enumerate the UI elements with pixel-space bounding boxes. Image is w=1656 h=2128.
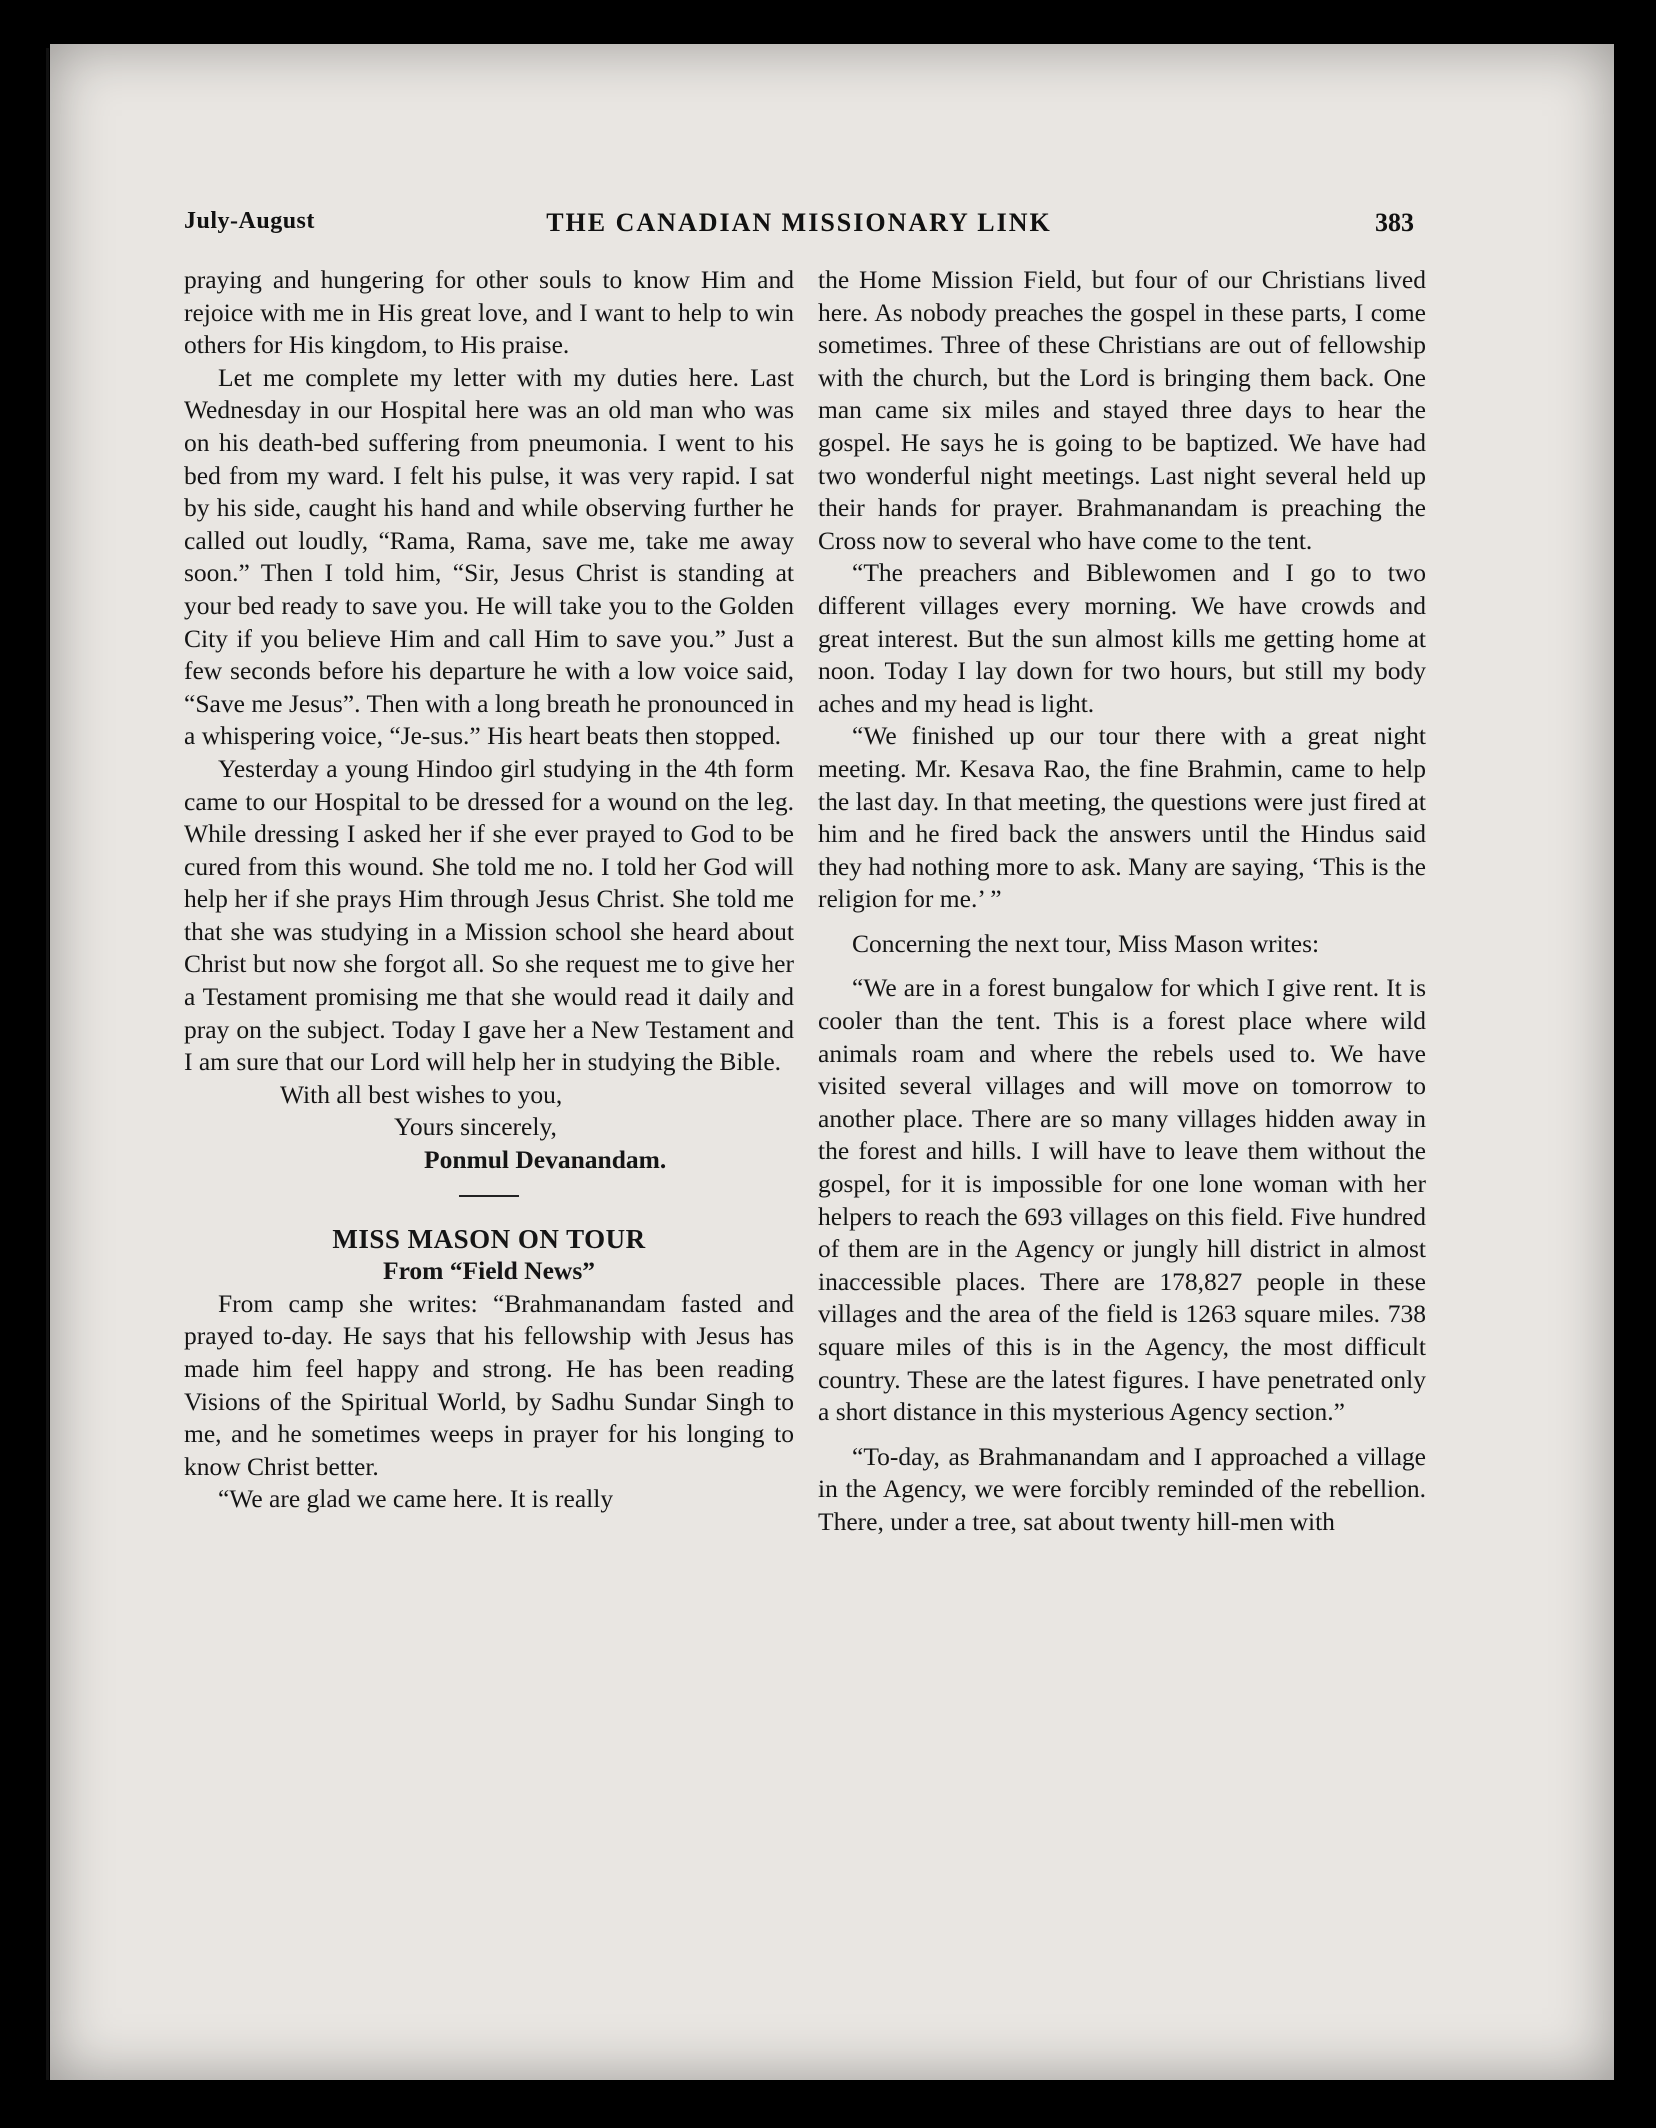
paragraph: “We finished up our tour there with a great night meeting. Mr. Kesava Rao, the fine Brahmin, came to help the last day. In that meeting, the questions were just fired at him and he fired back the answers until the Hindus said they had nothing more to ask. Many are saying, ‘This is the religion for me.’ ” (818, 721, 1426, 914)
paragraph: From camp she writes: “Brahmanandam fasted and prayed to-day. He says that his fellowship with Jesus has made him feel happy and strong. He has been reading Visions of the Spiritual World, by Sadhu Sundar Singh to me, and he sometimes weeps in prayer for his longing to know Christ better. (184, 1288, 794, 1481)
paragraph: “We are in a forest bungalow for which I give rent. It is cooler than the tent. This is a forest place where wild animals roam and where the rebels used to. We have visited several villages and will move on tomorrow to another place. There are so many villages hidden away in the forest and hills. I will have to leave them without the gospel, for it is impossible for one lone woman with her helpers to reach the 693 villages on this field. Five hundred of them are in the Agency or jungly hill district in almost inaccessible places. There are 178,827 people in these villages and the area of the field is 1263 square miles. 738 square miles of this is in the Agency, the most difficult country. These are the latest figures. I have penetrated only a short distance in this mysterious Agency section.” (818, 973, 1426, 1427)
issue-date: July-August (184, 208, 315, 234)
letter-closing: With all best wishes to you, (280, 1079, 563, 1109)
paragraph: Let me complete my letter with my duties here. Last Wednesday in our Hospital here was an old man who was on his death-bed suffering from pneumonia. I went to his bed from my ward. I felt his pulse, it was very rapid. I sat by his side, caught his hand and while observing further he called out loudly, “Rama, Rama, save me, take me away soon.” Then I told him, “Sir, Jesus Christ is standing at your bed ready to save you. He will take you to the Golden City if you believe Him and call Him to save you.” Just a few seconds before his departure he with a low voice said, “Save me Jesus”. Then with a long breath he pronounced in a whispering voice, “Je-sus.” His heart beats then stopped. (184, 362, 794, 751)
right-column (818, 264, 1426, 1539)
paragraph: “We are glad we came here. It is really (218, 1484, 614, 1514)
paragraph: Concerning the next tour, Miss Mason writes: (852, 928, 1320, 958)
section-divider (459, 1195, 519, 1197)
left-column (184, 264, 794, 1516)
paragraph: Yesterday a young Hindoo girl studying in the 4th form came to our Hospital to be dressed for a wound on the leg. While dressing I asked her if she ever prayed to God to be cured from this wound. She told me no. I told her God will help her if she prays Him through Jesus Christ. She told me that she was studying in a Mission school she heard about Christ but now she forgot all. So she request me to give her a Testament promising me that she would read it daily and pray on the subject. Today I gave her a New Testament and I am sure that our Lord will help her in studying the Bible. (184, 753, 794, 1077)
running-header (184, 208, 1414, 242)
section-title: MISS MASON ON TOUR (332, 1223, 646, 1254)
letter-signature: Ponmul Devanandam. (424, 1145, 667, 1175)
paragraph: “The preachers and Biblewomen and I go to two different villages every morning. We have crowds and great interest. But the sun almost kills me getting home at noon. Today I lay down for two hours, but still my body aches and my head is light. (818, 558, 1426, 718)
magazine-title: THE CANADIAN MISSIONARY LINK (546, 208, 1052, 237)
paragraph: the Home Mission Field, but four of our Christians lived here. As nobody preaches the gospel in these parts, I come sometimes. Three of these Christians are out of fellowship with the church, but the Lord is bringing them back. One man came six miles and stayed three days to hear the gospel. He says he is going to be baptized. We have had two wonderful night meetings. Last night several held up their hands for prayer. Brahmanandam is preaching the Cross now to several who have come to the tent. (818, 265, 1426, 555)
paragraph: praying and hungering for other souls to know Him and rejoice with me in His great love, and I want to help to win others for His kingdom, to His praise. (184, 265, 794, 360)
section-subtitle: From “Field News” (383, 1256, 595, 1286)
page-spine-edge (46, 48, 49, 2080)
paragraph: “To-day, as Brahmanandam and I approached a village in the Agency, we were forcibly reminded of the rebellion. There, under a tree, sat about twenty hill-men with (818, 1441, 1426, 1536)
letter-valediction: Yours sincerely, (394, 1112, 557, 1142)
page-number: 383 (1375, 208, 1414, 237)
